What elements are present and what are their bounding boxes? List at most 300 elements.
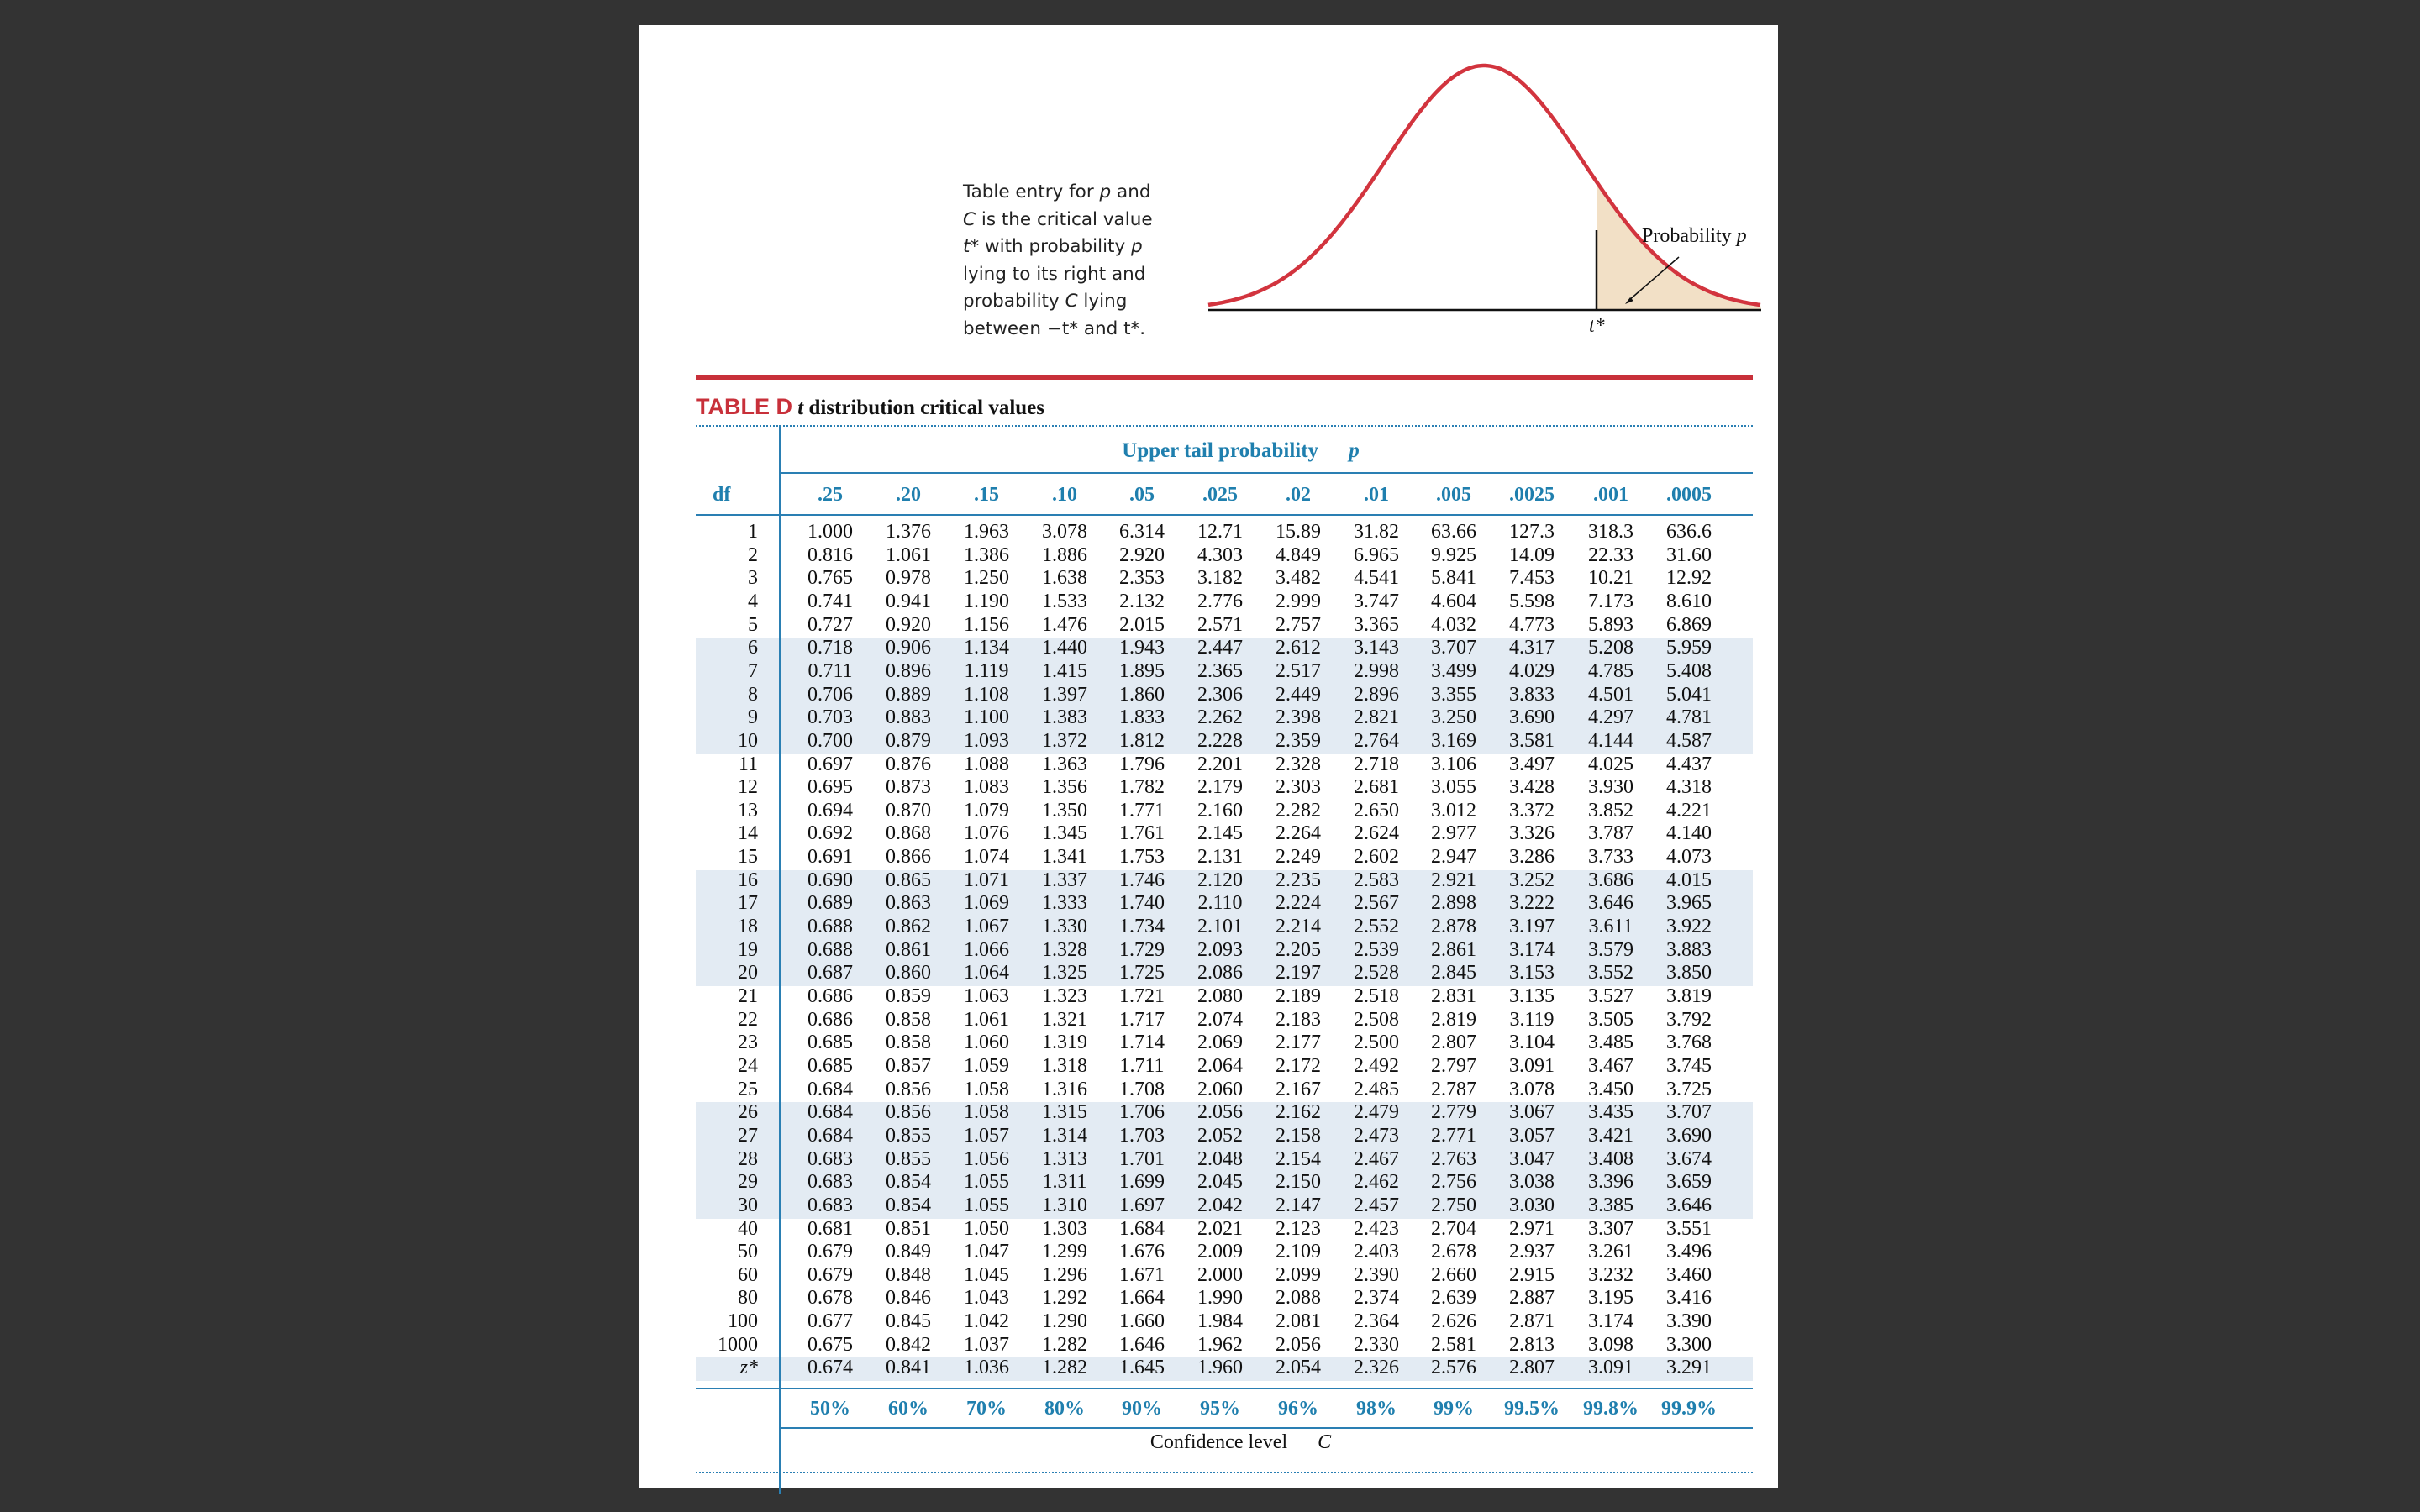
value-cell: 0.855 [886,1147,931,1170]
value-cell: 1.984 [1197,1310,1243,1333]
value-cell: 1.313 [1042,1147,1087,1170]
value-cell: 4.029 [1509,659,1555,682]
value-cell: 1.415 [1042,659,1087,682]
value-cell: 2.467 [1354,1147,1399,1170]
value-cell: 3.552 [1588,962,1634,984]
value-cell: 0.686 [808,1008,853,1031]
value-cell: 0.711 [808,659,853,682]
value-cell: 3.659 [1666,1171,1712,1194]
value-cell: 1.074 [964,846,1009,869]
value-cell: 3.174 [1588,1310,1634,1333]
header-rule [779,472,1753,474]
value-cell: 2.831 [1431,985,1476,1007]
value-cell: 1.311 [1042,1171,1087,1194]
value-cell: 1.156 [964,613,1009,636]
value-cell: 2.861 [1431,938,1476,961]
value-cell: 1.318 [1042,1054,1087,1077]
value-cell: 3.733 [1588,846,1634,869]
table-row [639,985,1778,1009]
value-cell: 2.080 [1197,985,1243,1007]
df-cell: 24 [738,1054,758,1077]
value-cell: 0.845 [886,1310,931,1333]
value-cell: 1.036 [964,1357,1009,1379]
value-cell: 0.718 [808,637,853,659]
value-cell: 2.567 [1354,892,1399,915]
table-row [639,660,1778,684]
value-cell: 2.500 [1354,1032,1399,1054]
value-cell: 0.688 [808,916,853,938]
value-cell: 1.376 [886,521,931,543]
value-cell: 1.706 [1119,1101,1165,1124]
value-cell: 0.846 [886,1287,931,1310]
value-cell: 1.069 [964,892,1009,915]
value-cell: 1.703 [1119,1124,1165,1147]
value-cell: 3.497 [1509,753,1555,775]
value-cell: 2.374 [1354,1287,1399,1310]
t-distribution-curve [639,25,1778,361]
value-cell: 2.492 [1354,1054,1399,1077]
value-cell: 3.030 [1509,1194,1555,1216]
value-cell: 1.684 [1119,1217,1165,1240]
value-cell: 2.999 [1276,590,1321,612]
value-cell: 0.703 [808,706,853,729]
value-cell: 2.069 [1197,1032,1243,1054]
value-cell: 4.221 [1666,799,1712,822]
value-cell: 1.440 [1042,637,1087,659]
value-cell: 2.462 [1354,1171,1399,1194]
confidence-level: 99% [1434,1398,1474,1420]
value-cell: 1.059 [964,1054,1009,1077]
value-cell: 2.021 [1197,1217,1243,1240]
value-cell: 1.990 [1197,1287,1243,1310]
table-row [639,614,1778,638]
value-cell: 3.119 [1509,1008,1555,1031]
value-cell: 2.449 [1276,683,1321,706]
value-cell: 1.386 [964,543,1009,566]
table-row [639,1009,1778,1032]
value-cell: 2.359 [1276,729,1321,752]
value-cell: 2.485 [1354,1078,1399,1100]
value-cell: 2.581 [1431,1333,1476,1356]
value-cell: 3.416 [1666,1287,1712,1310]
tstar-label: t* [1589,315,1605,337]
value-cell: 2.158 [1276,1124,1321,1147]
caption-symbol: C [1065,291,1078,312]
value-cell: 2.423 [1354,1217,1399,1240]
value-cell: 2.056 [1276,1333,1321,1356]
value-cell: 2.101 [1197,916,1243,938]
value-cell: 2.330 [1354,1333,1399,1356]
value-cell: 3.396 [1588,1171,1634,1194]
caption-text: Table entry for [963,181,1094,202]
value-cell: 0.978 [886,567,931,590]
table-row [639,544,1778,568]
value-cell: 1.088 [964,753,1009,775]
value-cell: 2.201 [1197,753,1243,775]
value-cell: 2.390 [1354,1263,1399,1286]
value-cell: 0.896 [886,659,931,682]
value-cell: 4.318 [1666,776,1712,799]
value-cell: 3.930 [1588,776,1634,799]
value-cell: 2.403 [1354,1241,1399,1263]
value-cell: 0.858 [886,1032,931,1054]
value-cell: 3.482 [1276,567,1321,590]
df-cell: 18 [738,916,758,938]
df-cell: 8 [748,683,758,706]
caption-text: and [1117,181,1151,202]
value-cell: 1.083 [964,776,1009,799]
value-cell: 0.866 [886,846,931,869]
value-cell: 2.787 [1431,1078,1476,1100]
value-cell: 0.678 [808,1287,853,1310]
value-cell: 1.066 [964,938,1009,961]
value-cell: 2.205 [1276,938,1321,961]
value-cell: 1.356 [1042,776,1087,799]
df-cell: 60 [738,1263,758,1286]
table-row [639,591,1778,614]
value-cell: 1.476 [1042,613,1087,636]
value-cell: 2.056 [1197,1101,1243,1124]
value-cell: 3.499 [1431,659,1476,682]
value-cell: 2.120 [1197,869,1243,891]
value-cell: 0.697 [808,753,853,775]
value-cell: 3.579 [1588,938,1634,961]
value-cell: 4.785 [1588,659,1634,682]
value-cell: 3.222 [1509,892,1555,915]
df-cell: 4 [748,590,758,612]
value-cell: 3.385 [1588,1194,1634,1216]
value-cell: 2.528 [1354,962,1399,984]
value-cell: 0.683 [808,1171,853,1194]
value-cell: 3.300 [1666,1333,1712,1356]
value-cell: 1.341 [1042,846,1087,869]
caption-text: probability [963,291,1060,312]
value-cell: 5.408 [1666,659,1712,682]
df-cell: 17 [738,892,758,915]
value-cell: 15.89 [1276,521,1321,543]
value-cell: 1.057 [964,1124,1009,1147]
value-cell: 3.725 [1666,1078,1712,1100]
value-cell: 0.706 [808,683,853,706]
value-cell: 1.067 [964,916,1009,938]
value-cell: 2.009 [1197,1241,1243,1263]
value-cell: 3.707 [1666,1101,1712,1124]
table-row [639,1148,1778,1172]
value-cell: 2.612 [1276,637,1321,659]
value-cell: 2.081 [1276,1310,1321,1333]
value-cell: 0.684 [808,1101,853,1124]
value-cell: 2.797 [1431,1054,1476,1077]
value-cell: 2.132 [1119,590,1165,612]
value-cell: 2.328 [1276,753,1321,775]
value-cell: 3.195 [1588,1287,1634,1310]
value-cell: 3.232 [1588,1263,1634,1286]
value-cell: 4.317 [1509,637,1555,659]
df-cell: 50 [738,1241,758,1263]
value-cell: 4.073 [1666,846,1712,869]
value-cell: 1.330 [1042,916,1087,938]
value-cell: 4.501 [1588,683,1634,706]
value-cell: 2.150 [1276,1171,1321,1194]
confidence-title: Confidence level C [1150,1431,1332,1453]
value-cell: 0.688 [808,938,853,961]
value-cell: 0.677 [808,1310,853,1333]
value-cell: 4.303 [1197,543,1243,566]
value-cell: 2.457 [1354,1194,1399,1216]
value-cell: 3.106 [1431,753,1476,775]
value-cell: 0.848 [886,1263,931,1286]
df-cell: 19 [738,938,758,961]
value-cell: 1.746 [1119,869,1165,891]
df-cell: 100 [728,1310,758,1333]
value-cell: 2.109 [1276,1241,1321,1263]
value-cell: 2.776 [1197,590,1243,612]
value-cell: 1.108 [964,683,1009,706]
value-cell: 3.291 [1666,1357,1712,1379]
value-cell: 2.303 [1276,776,1321,799]
value-cell: 3.143 [1354,637,1399,659]
confidence-level: 60% [888,1398,929,1420]
p-value-header: .005 [1436,484,1471,506]
value-cell: 1.782 [1119,776,1165,799]
confidence-level: 99.9% [1661,1398,1717,1420]
df-cell: 25 [738,1078,758,1100]
value-cell: 0.727 [808,613,853,636]
value-cell: 2.131 [1197,846,1243,869]
value-cell: 1.282 [1042,1333,1087,1356]
value-cell: 1.079 [964,799,1009,822]
value-cell: 1.962 [1197,1333,1243,1356]
value-cell: 2.214 [1276,916,1321,938]
value-cell: 3.690 [1666,1124,1712,1147]
value-cell: 3.104 [1509,1032,1555,1054]
value-cell: 1.134 [964,637,1009,659]
value-cell: 1.296 [1042,1263,1087,1286]
probability-label: Probability p [1642,225,1747,247]
value-cell: 3.611 [1588,916,1634,938]
table-row [639,892,1778,916]
value-cell: 5.208 [1588,637,1634,659]
value-cell: 2.015 [1119,613,1165,636]
p-value-header: .01 [1364,484,1389,506]
value-cell: 1.638 [1042,567,1087,590]
value-cell: 2.819 [1431,1008,1476,1031]
value-cell: 2.064 [1197,1054,1243,1077]
value-cell: 3.174 [1509,938,1555,961]
value-cell: 2.160 [1197,799,1243,822]
value-cell: 1.250 [964,567,1009,590]
value-cell: 4.032 [1431,613,1476,636]
p-value-header: .15 [974,484,999,506]
value-cell: 6.965 [1354,543,1399,566]
value-cell: 1.303 [1042,1217,1087,1240]
value-cell: 4.781 [1666,706,1712,729]
value-cell: 0.674 [808,1357,853,1379]
value-cell: 2.249 [1276,846,1321,869]
value-cell: 2.167 [1276,1078,1321,1100]
value-cell: 1.833 [1119,706,1165,729]
value-cell: 3.496 [1666,1241,1712,1263]
value-cell: 3.408 [1588,1147,1634,1170]
value-cell: 2.898 [1431,892,1476,915]
value-cell: 1.292 [1042,1287,1087,1310]
table-row [639,939,1778,963]
value-cell: 3.372 [1509,799,1555,822]
df-cell: 20 [738,962,758,984]
value-cell: 0.860 [886,962,931,984]
value-cell: 2.807 [1509,1357,1555,1379]
value-cell: 1.721 [1119,985,1165,1007]
value-cell: 2.626 [1431,1310,1476,1333]
value-cell: 2.052 [1197,1124,1243,1147]
value-cell: 0.689 [808,892,853,915]
p-value-header: .10 [1052,484,1077,506]
value-cell: 1.796 [1119,753,1165,775]
value-cell: 2.660 [1431,1263,1476,1286]
value-cell: 2.678 [1431,1241,1476,1263]
confidence-level: 96% [1278,1398,1318,1420]
value-cell: 3.390 [1666,1310,1712,1333]
df-cell: 80 [738,1287,758,1310]
value-cell: 1.645 [1119,1357,1165,1379]
df-cell: 40 [738,1217,758,1240]
value-cell: 2.093 [1197,938,1243,961]
value-cell: 14.09 [1509,543,1555,566]
value-cell: 0.816 [808,543,853,566]
table-row [639,706,1778,730]
value-cell: 31.82 [1354,521,1399,543]
value-cell: 3.078 [1509,1078,1555,1100]
table-row [639,1079,1778,1102]
value-cell: 3.435 [1588,1101,1634,1124]
value-cell: 2.172 [1276,1054,1321,1077]
p-value-header: .25 [818,484,843,506]
value-cell: 127.3 [1509,521,1555,543]
value-cell: 2.518 [1354,985,1399,1007]
p-value-header: .20 [896,484,921,506]
value-cell: 1.646 [1119,1333,1165,1356]
value-cell: 1.383 [1042,706,1087,729]
value-cell: 2.306 [1197,683,1243,706]
value-cell: 1.058 [964,1078,1009,1100]
value-cell: 636.6 [1666,521,1712,543]
value-cell: 3.883 [1666,938,1712,961]
table-row [639,684,1778,707]
df-cell: 11 [738,753,758,775]
df-cell: 29 [738,1171,758,1194]
value-cell: 0.679 [808,1263,853,1286]
value-cell: 4.604 [1431,590,1476,612]
value-cell: 2.398 [1276,706,1321,729]
value-cell: 3.646 [1666,1194,1712,1216]
p-value-header: .0025 [1509,484,1555,506]
value-cell: 2.326 [1354,1357,1399,1379]
value-cell: 0.858 [886,1008,931,1031]
value-cell: 2.145 [1197,822,1243,845]
value-cell: 0.851 [886,1217,931,1240]
value-cell: 3.460 [1666,1263,1712,1286]
table-row [639,753,1778,777]
confidence-level: 98% [1356,1398,1397,1420]
confidence-level: 99.5% [1504,1398,1560,1420]
value-cell: 2.602 [1354,846,1399,869]
value-cell: 0.857 [886,1054,931,1077]
value-cell: 1.350 [1042,799,1087,822]
value-cell: 3.819 [1666,985,1712,1007]
value-cell: 5.598 [1509,590,1555,612]
value-cell: 1.316 [1042,1078,1087,1100]
value-cell: 2.756 [1431,1171,1476,1194]
p-value-header: .001 [1593,484,1628,506]
value-cell: 3.098 [1588,1333,1634,1356]
table-row [639,1125,1778,1148]
value-cell: 2.871 [1509,1310,1555,1333]
value-cell: 1.071 [964,869,1009,891]
value-cell: 3.078 [1042,521,1087,543]
value-cell: 1.190 [964,590,1009,612]
value-cell: 2.517 [1276,659,1321,682]
value-cell: 1.397 [1042,683,1087,706]
value-cell: 1.943 [1119,637,1165,659]
value-cell: 1.717 [1119,1008,1165,1031]
value-cell: 3.747 [1354,590,1399,612]
value-cell: 5.893 [1588,613,1634,636]
value-cell: 2.779 [1431,1101,1476,1124]
value-cell: 0.842 [886,1333,931,1356]
value-cell: 0.695 [808,776,853,799]
value-cell: 2.771 [1431,1124,1476,1147]
value-cell: 1.319 [1042,1032,1087,1054]
value-cell: 2.887 [1509,1287,1555,1310]
upper-tail-title: Upper tail probability p [1122,439,1360,462]
table-row [639,1334,1778,1357]
value-cell: 1.761 [1119,822,1165,845]
value-cell: 0.855 [886,1124,931,1147]
value-cell: 1.860 [1119,683,1165,706]
value-cell: 1.886 [1042,543,1087,566]
value-cell: 0.876 [886,753,931,775]
value-cell: 2.054 [1276,1357,1321,1379]
value-cell: 5.041 [1666,683,1712,706]
table-name-symbol: t [797,396,804,419]
value-cell: 1.697 [1119,1194,1165,1216]
value-cell: 0.873 [886,776,931,799]
value-cell: 1.310 [1042,1194,1087,1216]
value-cell: 0.863 [886,892,931,915]
value-cell: 1.699 [1119,1171,1165,1194]
value-cell: 2.353 [1119,567,1165,590]
value-cell: 1.064 [964,962,1009,984]
df-cell: 26 [738,1101,758,1124]
value-cell: 2.228 [1197,729,1243,752]
table-row [639,1264,1778,1288]
df-cell: 6 [748,637,758,659]
value-cell: 1.042 [964,1310,1009,1333]
value-cell: 4.437 [1666,753,1712,775]
value-cell: 1.314 [1042,1124,1087,1147]
value-cell: 3.674 [1666,1147,1712,1170]
df-cell: 14 [738,822,758,845]
value-cell: 4.849 [1276,543,1321,566]
confidence-level: 95% [1200,1398,1240,1420]
value-cell: 3.646 [1588,892,1634,915]
caption-text: is the critical value [981,208,1153,230]
value-cell: 3.421 [1588,1124,1634,1147]
value-cell: 2.750 [1431,1194,1476,1216]
value-cell: 3.197 [1509,916,1555,938]
table-row [639,1287,1778,1310]
df-cell: 9 [748,706,758,729]
